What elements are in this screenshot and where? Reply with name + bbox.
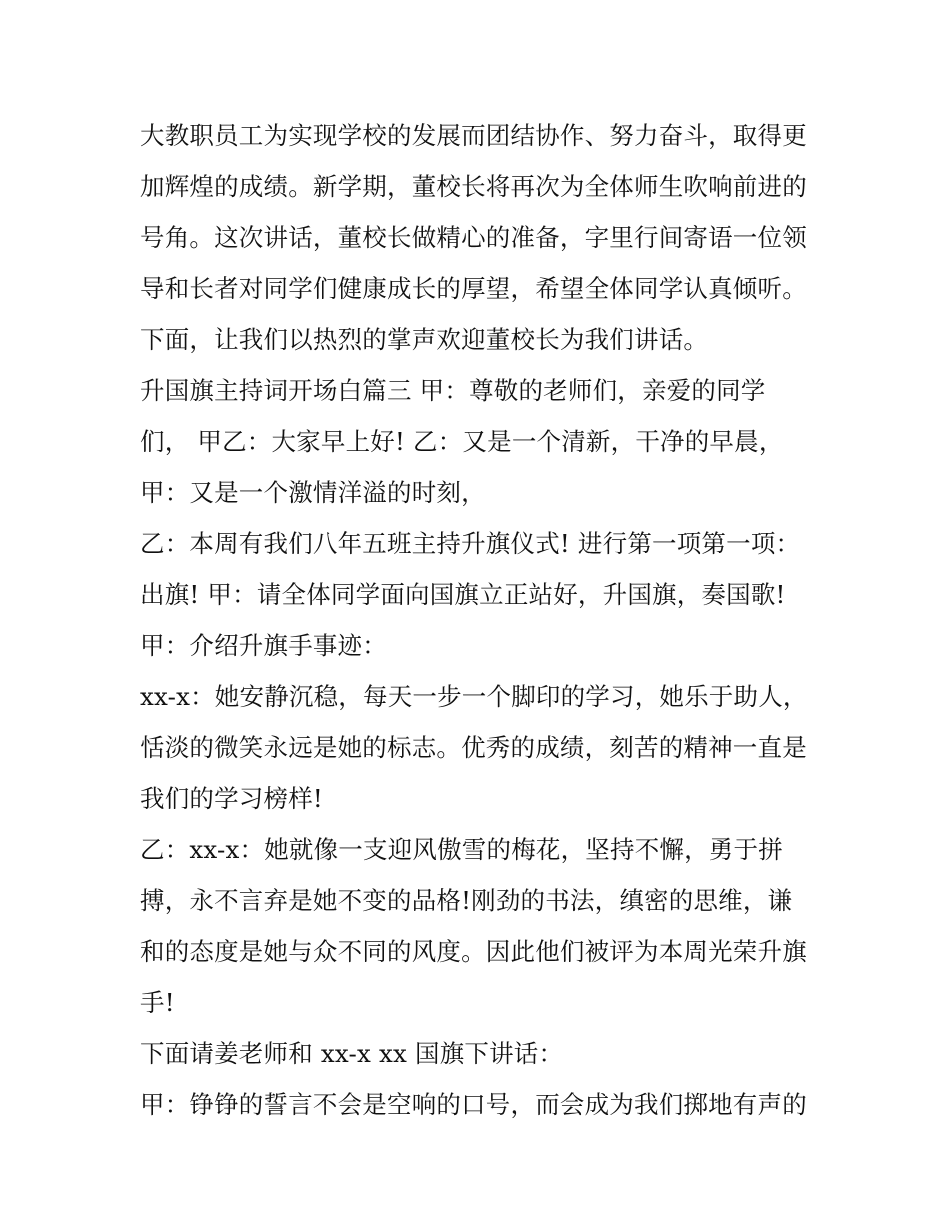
- text-line: 升国旗主持词开场白篇三 甲：尊敬的老师们，亲爱的同学: [140, 376, 766, 405]
- text-line: 和的态度是她与众不同的风度。因此他们被评为本周光荣升旗: [140, 937, 807, 966]
- text-line: 恬淡的微笑永远是她的标志。优秀的成绩，刻苦的精神一直是: [140, 733, 807, 762]
- text-line: 大教职员工为实现学校的发展而团结协作、努力奋斗，取得更: [140, 121, 807, 150]
- text-line: 号角。这次讲话，董校长做精心的准备，字里行间寄语一位领: [140, 223, 807, 252]
- text-line: 甲：介绍升旗手事迹：: [140, 631, 387, 660]
- text-line: 甲：铮铮的誓言不会是空响的口号，而会成为我们掷地有声的: [140, 1090, 807, 1119]
- text-line: 我们的学习榜样!: [140, 784, 323, 813]
- text-line: 加辉煌的成绩。新学期，董校长将再次为全体师生吹响前进的: [140, 172, 807, 201]
- text-line: xx-x：她安静沉稳，每天一步一个脚印的学习，她乐于助人，: [140, 682, 808, 711]
- document-body: [140, 110, 830, 1130]
- text-line: 乙：xx-x：她就像一支迎风傲雪的梅花，坚持不懈，勇于拼: [140, 835, 783, 864]
- text-line: 手!: [140, 988, 175, 1017]
- text-line: 搏，永不言弃是她不变的品格!刚劲的书法，缜密的思维，谦: [140, 886, 793, 915]
- text-line: 导和长者对同学们健康成长的厚望，希望全体同学认真倾听。: [140, 274, 807, 303]
- text-line: 下面请姜老师和 xx-x xx 国旗下讲话：: [140, 1039, 564, 1068]
- text-line: 们， 甲乙：大家早上好! 乙：又是一个清新，干净的早晨，: [140, 427, 784, 456]
- text-line: 下面，让我们以热烈的掌声欢迎董校长为我们讲话。: [140, 325, 709, 354]
- text-line: 乙：本周有我们八年五班主持升旗仪式! 进行第一项第一项：: [140, 529, 801, 558]
- text-line: 甲：又是一个激情洋溢的时刻，: [140, 478, 486, 507]
- text-line: 出旗! 甲：请全体同学面向国旗立正站好，升国旗，奏国歌!: [140, 580, 786, 609]
